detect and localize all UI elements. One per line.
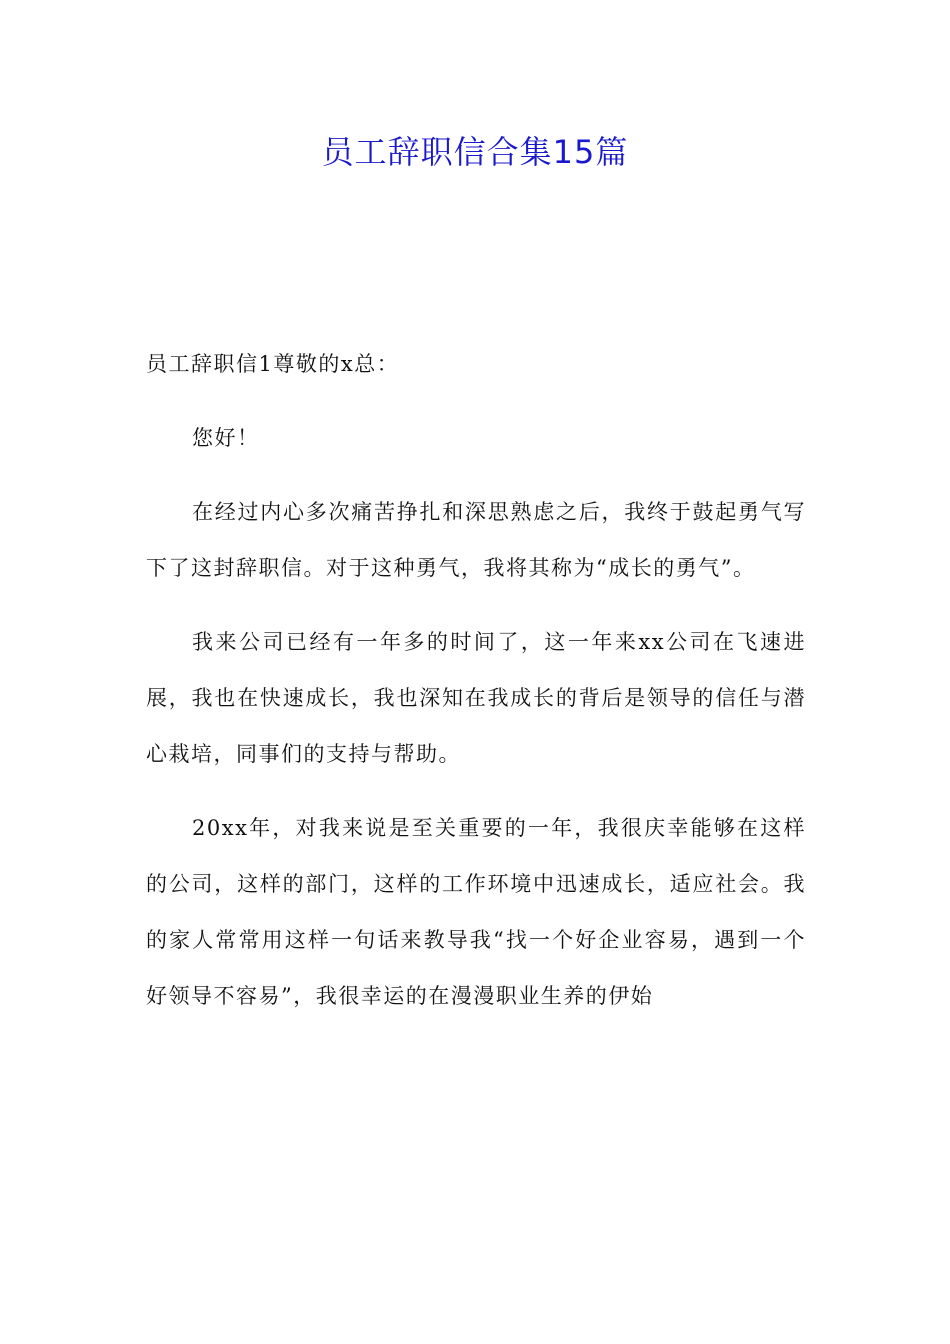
document-body — [146, 336, 806, 1042]
document-title: 员工辞职信合集15篇 — [321, 133, 629, 171]
body-paragraph: 20xx年，对我来说是至关重要的一年，我很庆幸能够在这样的公司，这样的部门，这样的工作环境中迅速成长，适应社会。我的家人常常用这样一句话来教导我“找一个好企业容易，遇到一个好领导不容易”，我很幸运的在漫漫职业生养的伊始 — [146, 816, 806, 1008]
salutation-line: 员工辞职信1尊敬的x总： — [146, 352, 400, 376]
body-paragraph: 在经过内心多次痛苦挣扎和深思熟虑之后，我终于鼓起勇气写下了这封辞职信。对于这种勇气，我将其称为“成长的勇气”。 — [146, 500, 806, 580]
body-paragraph: 我来公司已经有一年多的时间了，这一年来xx公司在飞速进展，我也在快速成长，我也深知在我成长的背后是领导的信任与潜心栽培，同事们的支持与帮助。 — [146, 630, 806, 766]
greeting-paragraph: 您好！ — [192, 426, 260, 450]
